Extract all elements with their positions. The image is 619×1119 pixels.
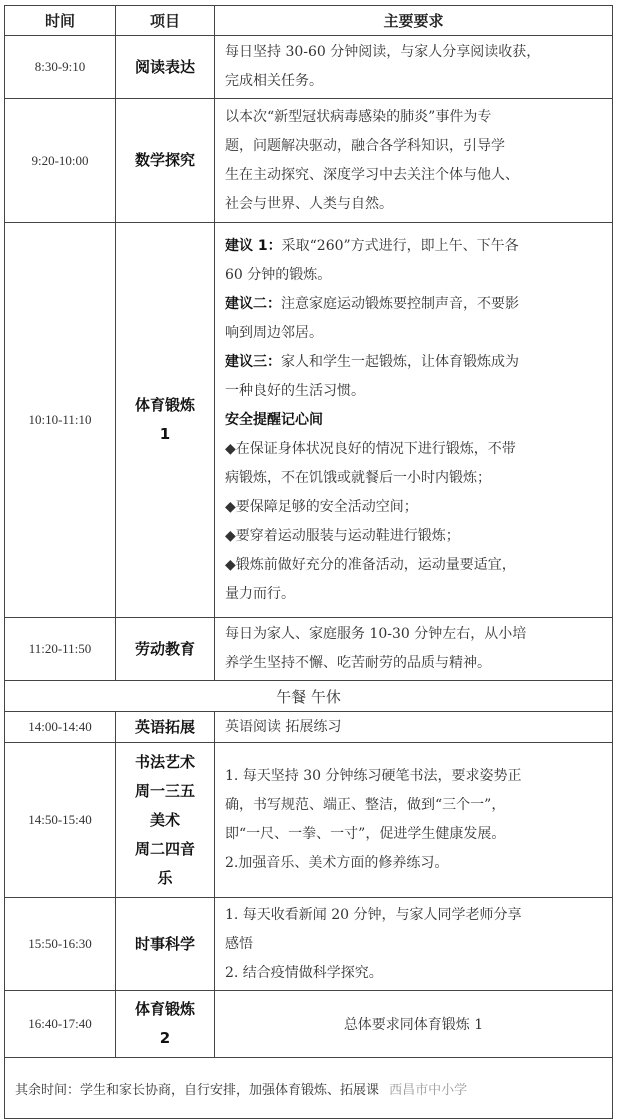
req-line: 一种良好的生活习惯。 xyxy=(225,382,365,399)
req-line: 社会与世界、人类与自然。 xyxy=(225,195,393,212)
header-item: 项目 xyxy=(116,6,215,36)
requirement-cell xyxy=(215,223,613,618)
req-line: 感悟 xyxy=(225,935,253,952)
time-cell: 14:50-15:40 xyxy=(5,743,116,898)
table-row xyxy=(5,99,613,223)
req-line: 每日为家人、家庭服务 10-30 分钟左右，从小培 xyxy=(225,626,527,642)
item-line: 1 xyxy=(159,425,171,443)
suggestion-3 xyxy=(225,348,608,377)
req-line: 响到周边邻居。 xyxy=(225,324,323,341)
item-line: 美术 xyxy=(149,810,180,829)
req-line: 即“一尺、一拳、一寸”，促进学生健康发展。 xyxy=(225,826,506,842)
time-cell: 9:20-10:00 xyxy=(5,99,116,223)
requirement-cell: 总体要求同体育锻炼 1 xyxy=(215,991,613,1058)
requirement-cell xyxy=(215,99,613,223)
item-line: 体育锻炼 xyxy=(134,396,195,414)
safety-line: ◆要保障足够的安全活动空间； xyxy=(225,498,418,515)
requirement-cell xyxy=(215,618,613,681)
safety-title: 安全提醒记心间 xyxy=(225,411,323,428)
item-line: 周一三五 xyxy=(134,781,195,800)
table-row xyxy=(5,223,613,618)
req-line: 60 分钟的锻炼。 xyxy=(225,266,332,283)
table-row xyxy=(5,991,613,1058)
req-line: 确，书写规范、端正、整洁，做到“三个一”， xyxy=(225,797,506,813)
suggestion-2 xyxy=(225,290,608,319)
item-cell: 时事科学 xyxy=(116,898,215,991)
item-cell: 英语拓展 xyxy=(116,712,215,743)
table-row xyxy=(5,618,613,681)
requirement-cell xyxy=(215,743,613,898)
suggestion-1-label: 建议 1： xyxy=(225,237,282,254)
req-line: 以本次“新型冠状病毒感染的肺炎”事件为专 xyxy=(225,108,492,125)
safety-line: 病锻炼，不在饥饿或就餐后一小时内锻炼； xyxy=(225,469,491,486)
req-line: 生在主动探究、深度学习中去关注个体与他人、 xyxy=(225,166,519,183)
time-cell: 16:40-17:40 xyxy=(5,991,116,1058)
req-line: 2.加强音乐、美术方面的修养练习。 xyxy=(225,855,449,871)
header-requirements: 主要要求 xyxy=(215,6,613,36)
req-line: 每日坚持 30-60 分钟阅读，与家人分享阅读收获， xyxy=(225,44,541,60)
suggestion-3-label: 建议三： xyxy=(225,353,281,370)
item-cell xyxy=(116,991,215,1058)
requirement-cell xyxy=(215,36,613,99)
item-line: 乐 xyxy=(157,868,173,887)
req-line: 2. 结合疫情做科学探究。 xyxy=(225,964,383,981)
req-line: 1. 每天坚持 30 分钟练习硬笔书法，要求姿势正 xyxy=(225,768,522,784)
requirement-cell xyxy=(215,712,613,743)
table-row xyxy=(5,898,613,991)
header-row xyxy=(5,6,613,36)
req-line: 英语阅读 拓展练习 xyxy=(225,718,342,735)
req-line: 题，问题解决驱动，融合各学科知识，引导学 xyxy=(225,137,505,154)
note-cell xyxy=(5,1058,613,1119)
req-line: 1. 每天收看新闻 20 分钟，与家人同学老师分享 xyxy=(225,906,522,923)
suggestion-2-label: 建议二： xyxy=(225,295,281,312)
note-row xyxy=(5,1058,613,1119)
item-line: 2 xyxy=(159,1029,171,1047)
requirement-cell xyxy=(215,898,613,991)
item-cell: 数学探究 xyxy=(116,99,215,223)
watermark-text: 西昌市中小学 xyxy=(389,1082,468,1098)
item-cell: 劳动教育 xyxy=(116,618,215,681)
item-cell xyxy=(116,223,215,618)
time-cell: 10:10-11:10 xyxy=(5,223,116,618)
item-cell xyxy=(116,743,215,898)
table-row xyxy=(5,712,613,743)
note-text: 其余时间：学生和家长协商，自行安排，加强体育锻炼、拓展课 xyxy=(15,1082,380,1098)
req-line: 完成相关任务。 xyxy=(225,73,323,89)
header-time: 时间 xyxy=(5,6,116,36)
item-cell: 阅读表达 xyxy=(116,36,215,99)
time-cell: 14:00-14:40 xyxy=(5,712,116,743)
item-line: 书法艺术 xyxy=(134,752,195,771)
time-cell: 15:50-16:30 xyxy=(5,898,116,991)
table-row xyxy=(5,743,613,898)
safety-line: ◆锻炼前做好充分的准备活动，运动量要适宜， xyxy=(225,556,516,573)
safety-line: 量力而行。 xyxy=(225,585,295,602)
time-cell: 8:30-9:10 xyxy=(5,36,116,99)
safety-line: ◆要穿着运动服装与运动鞋进行锻炼； xyxy=(225,527,460,544)
item-line: 周二四音 xyxy=(134,839,195,858)
suggestion-1-text: 采取“260”方式进行，即上午、下午各 xyxy=(281,237,519,254)
suggestion-3-text: 家人和学生一起锻炼，让体育锻炼成为 xyxy=(281,353,519,370)
table-row xyxy=(5,36,613,99)
schedule-table xyxy=(4,5,613,1119)
time-cell: 11:20-11:50 xyxy=(5,618,116,681)
safety-line: ◆在保证身体状况良好的情况下进行锻炼，不带 xyxy=(225,440,516,457)
item-line: 体育锻炼 xyxy=(134,1000,195,1018)
req-line: 养学生坚持不懈、吃苦耐劳的品质与精神。 xyxy=(225,655,491,671)
suggestion-2-text: 注意家庭运动锻炼要控制声音，不要影 xyxy=(281,295,519,312)
lunch-row xyxy=(5,681,613,712)
lunch-cell: 午餐 午休 xyxy=(5,681,613,712)
suggestion-1 xyxy=(225,232,608,261)
